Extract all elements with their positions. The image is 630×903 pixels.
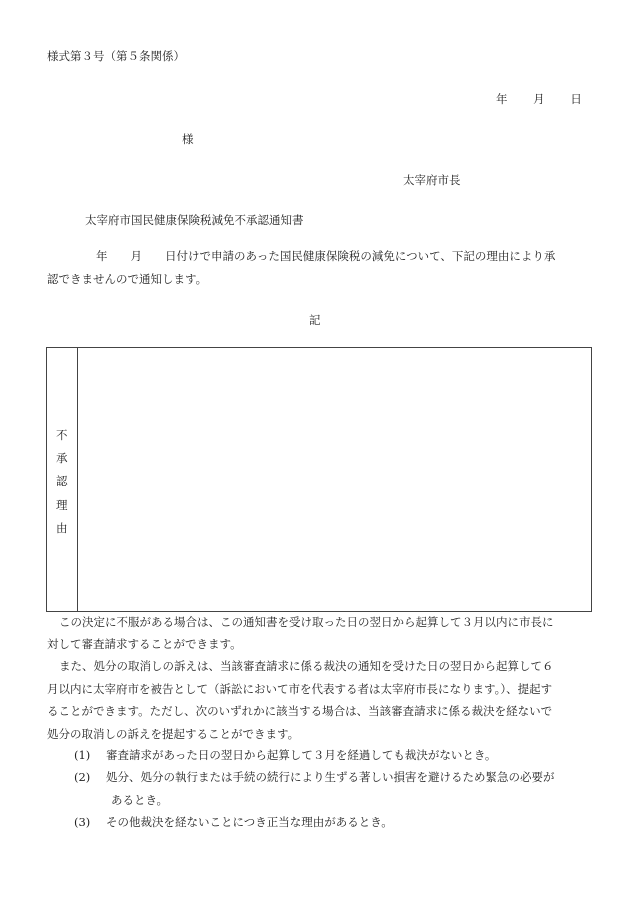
- condition-continuation: あるとき。: [111, 793, 169, 807]
- document-title: 太宰府市国民健康保険税減免不承認通知書: [85, 213, 304, 227]
- notice2-line3: ることができます。ただし、次のいずれかに該当する場合は、当該審査請求に係る裁決を経ないで: [47, 704, 553, 718]
- reason-text-cell: [78, 348, 591, 611]
- notice2-line4: 処分の取消しの訴えを提起することができます。: [47, 727, 300, 741]
- notice2-line2: 月以内に太宰府市を被告として（訴訟において市を代表する者は太宰府市長になります。）、提起す: [47, 682, 553, 696]
- label-char: 不: [56, 428, 68, 442]
- notice1-line2: 対して審査請求することができます。: [47, 637, 242, 651]
- notice2-line1: また、処分の取消しの訴えは、当該審査請求に係る裁決の通知を受けた日の翌日から起算して６: [59, 659, 554, 673]
- addressee-suffix: 様: [182, 132, 194, 146]
- condition-number: (3): [74, 815, 91, 829]
- label-char: 承: [56, 451, 68, 465]
- date-line: [496, 91, 582, 107]
- intro-line-2: 認できませんので通知します。: [47, 272, 208, 286]
- issuer: 太宰府市長: [403, 173, 461, 187]
- label-char: 由: [56, 521, 68, 535]
- condition-text: 審査請求があった日の翌日から起算して３月を経過しても裁決がないとき。: [105, 748, 497, 762]
- reason-table: [46, 347, 592, 612]
- reason-label-cell: [47, 348, 78, 611]
- condition-text: 処分、処分の執行または手続の続行により生ずる著しい損害を避けるため緊急の必要が: [105, 770, 555, 784]
- notice1-line1: この決定に不服がある場合は、この通知書を受け取った日の翌日から起算して３月以内に市長に: [59, 615, 554, 629]
- label-char: 理: [56, 498, 68, 512]
- condition-text: その他裁決を経ないことにつき正当な理由があるとき。: [105, 815, 393, 829]
- condition-item: [74, 747, 496, 763]
- month-label: 月: [533, 92, 545, 106]
- condition-number: (2): [74, 770, 91, 784]
- condition-item: [74, 769, 554, 785]
- year-label: 年: [496, 92, 508, 106]
- intro-line-1: 年 月 日付けで申請のあった国民健康保険税の減免について、下記の理由により承: [96, 249, 556, 263]
- day-label: 日: [570, 92, 582, 106]
- condition-item: [74, 814, 393, 830]
- condition-number: (1): [74, 748, 91, 762]
- ki-label: 記: [309, 313, 321, 327]
- form-number: 様式第３号（第５条関係）: [47, 49, 185, 63]
- label-char: 認: [56, 474, 68, 488]
